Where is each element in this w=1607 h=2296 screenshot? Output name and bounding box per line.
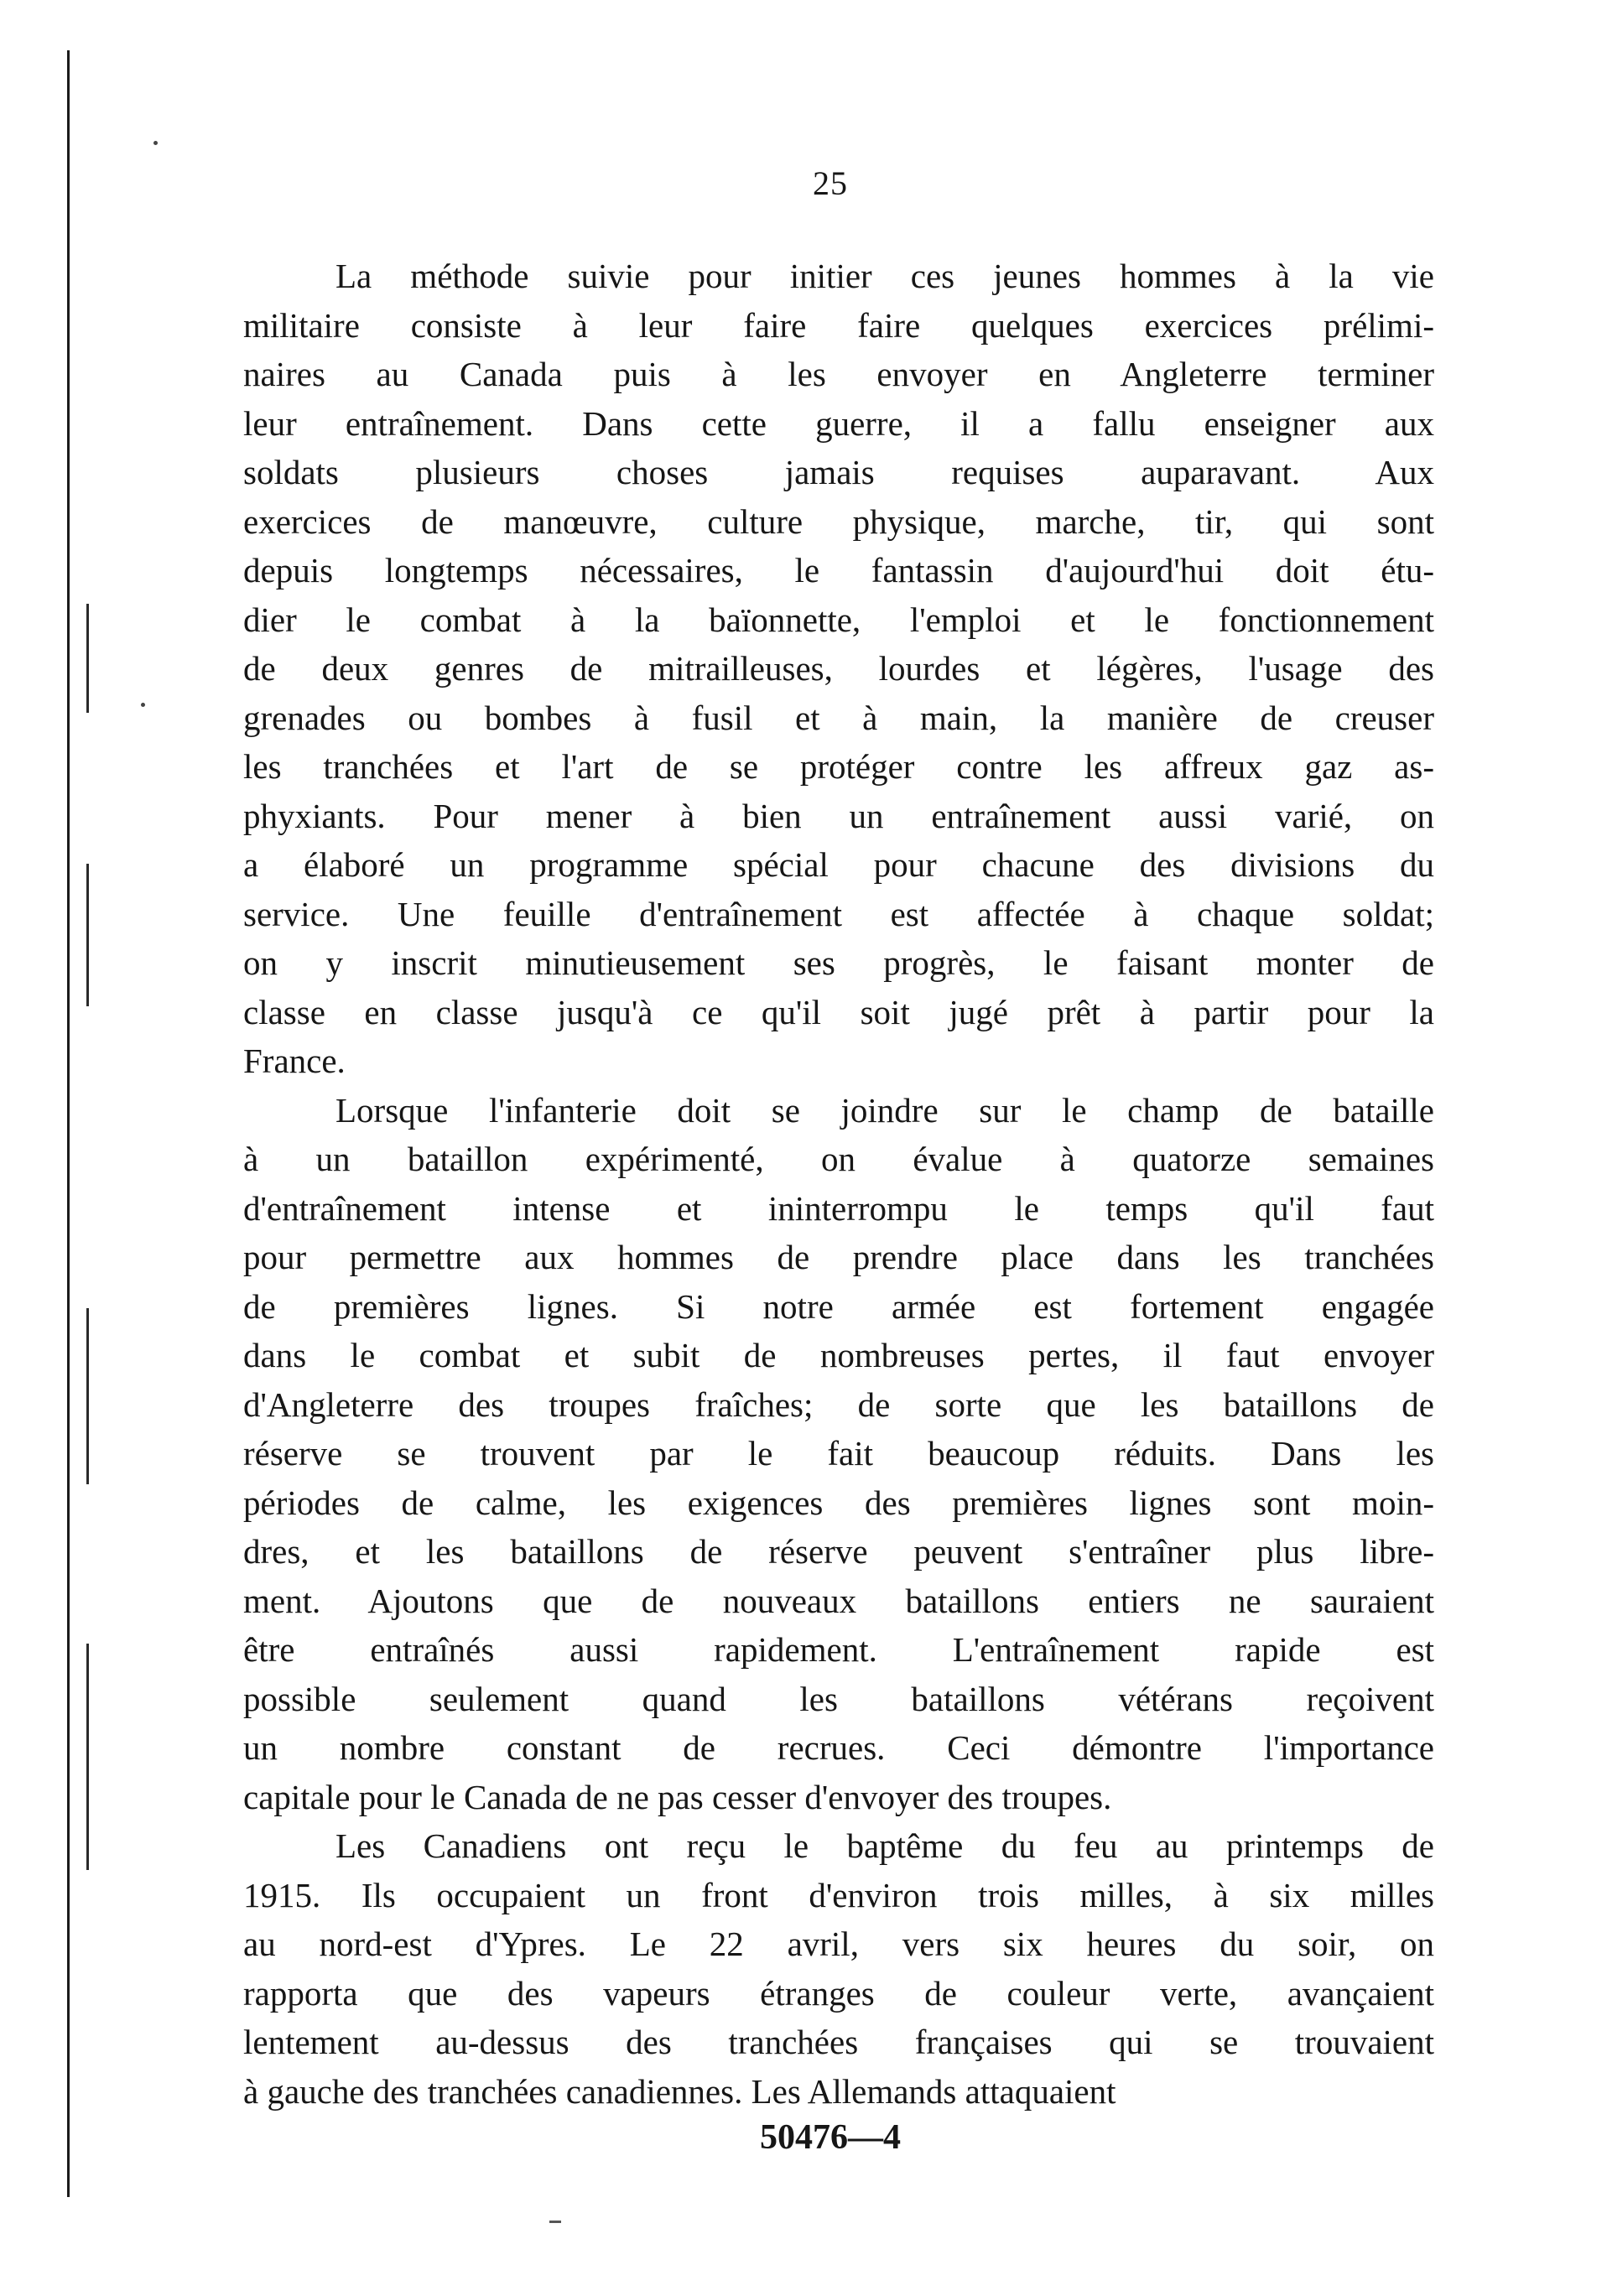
text-line: militaire consiste à leur faire faire quelques exercices prélimi- bbox=[243, 305, 1434, 345]
text-line: La méthode suivie pour initier ces jeunes hommes à la vie bbox=[335, 257, 1434, 295]
scan-speck bbox=[141, 703, 145, 707]
text-line: pour permettre aux hommes de prendre place dans les tranchées bbox=[243, 1238, 1434, 1276]
scan-margin-mark bbox=[86, 864, 89, 1006]
text-line: de deux genres de mitrailleuses, lourdes et légères, l'usage des bbox=[243, 649, 1434, 688]
text-line: un nombre constant de recrues. Ceci démontre l'importance bbox=[243, 1728, 1434, 1767]
text-line: France. bbox=[243, 1042, 346, 1080]
text-line: à un bataillon expérimenté, on évalue à quatorze semaines bbox=[243, 1140, 1434, 1178]
paragraph bbox=[243, 1086, 1434, 1822]
text-line: réserve se trouvent par le fait beaucoup réduits. Dans les bbox=[243, 1434, 1434, 1473]
text-line: ment. Ajoutons que de nouveaux bataillons entiers ne sauraient bbox=[243, 1581, 1434, 1620]
text-line: 1915. Ils occupaient un front d'environ trois milles, à six milles bbox=[243, 1875, 1434, 1914]
text-line: être entraînés aussi rapidement. L'entraînement rapide est bbox=[243, 1630, 1434, 1669]
footer-signature: 50476—4 bbox=[760, 2118, 901, 2157]
text-line: depuis longtemps nécessaires, le fantassin d'aujourd'hui doit étu- bbox=[243, 551, 1434, 590]
text-line: rapporta que des vapeurs étranges de couleur verte, avançaient bbox=[243, 1973, 1434, 2013]
text-line: soldats plusieurs choses jamais requises auparavant. Aux bbox=[243, 453, 1434, 491]
scan-dash-mark bbox=[549, 2221, 561, 2223]
scan-margin-mark bbox=[86, 1644, 89, 1870]
text-line: phyxiants. Pour mener à bien un entraînement aussi varié, on bbox=[243, 796, 1434, 835]
paragraph bbox=[243, 252, 1434, 1086]
text-line: dres, et les bataillons de réserve peuvent s'entraîner plus libre- bbox=[243, 1532, 1434, 1571]
scan-margin-line bbox=[67, 50, 70, 2197]
text-line: à gauche des tranchées canadiennes. Les Allemands attaquaient bbox=[243, 2071, 1116, 2111]
body-text bbox=[243, 252, 1434, 2116]
text-line: a élaboré un programme spécial pour chacune des divisions du bbox=[243, 845, 1434, 884]
text-line: au nord-est d'Ypres. Le 22 avril, vers six heures du soir, on bbox=[243, 1925, 1434, 1963]
scan-speck bbox=[153, 141, 158, 145]
text-line: de premières lignes. Si notre armée est fortement engagée bbox=[243, 1286, 1434, 1326]
text-line: capitale pour le Canada de ne pas cesser d'envoyer des troupes. bbox=[243, 1777, 1112, 1816]
scan-margin-mark bbox=[86, 1308, 89, 1484]
text-line: Lorsque l'infanterie doit se joindre sur le champ de bataille bbox=[335, 1090, 1434, 1130]
text-line: naires au Canada puis à les envoyer en Angleterre terminer bbox=[243, 355, 1434, 393]
text-line: Les Canadiens ont reçu le baptême du feu au printemps de bbox=[335, 1826, 1434, 1865]
page-number: 25 bbox=[813, 164, 848, 202]
text-line: dans le combat et subit de nombreuses pertes, il faut envoyer bbox=[243, 1336, 1434, 1374]
text-line: leur entraînement. Dans cette guerre, il a fallu enseigner aux bbox=[243, 403, 1434, 443]
text-line: classe en classe jusqu'à ce qu'il soit jugé prêt à partir pour la bbox=[243, 992, 1434, 1031]
text-line: lentement au-dessus des tranchées françaises qui se trouvaient bbox=[243, 2023, 1434, 2061]
text-line: dier le combat à la baïonnette, l'emploi et le fonctionnement bbox=[243, 600, 1434, 639]
text-line: grenades ou bombes à fusil et à main, la manière de creuser bbox=[243, 698, 1434, 737]
text-line: d'entraînement intense et ininterrompu le temps qu'il faut bbox=[243, 1188, 1434, 1228]
paragraph bbox=[243, 1821, 1434, 2116]
text-line: service. Une feuille d'entraînement est affectée à chaque soldat; bbox=[243, 894, 1434, 933]
text-line: exercices de manœuvre, culture physique, marche, tir, qui sont bbox=[243, 501, 1434, 541]
text-line: d'Angleterre des troupes fraîches; de sorte que les bataillons de bbox=[243, 1384, 1434, 1424]
text-line: on y inscrit minutieusement ses progrès, le faisant monter de bbox=[243, 943, 1434, 982]
text-line: possible seulement quand les bataillons vétérans reçoivent bbox=[243, 1679, 1434, 1718]
text-line: les tranchées et l'art de se protéger contre les affreux gaz as- bbox=[243, 747, 1434, 786]
text-line: périodes de calme, les exigences des premières lignes sont moin- bbox=[243, 1483, 1434, 1522]
scan-margin-mark bbox=[86, 604, 89, 713]
